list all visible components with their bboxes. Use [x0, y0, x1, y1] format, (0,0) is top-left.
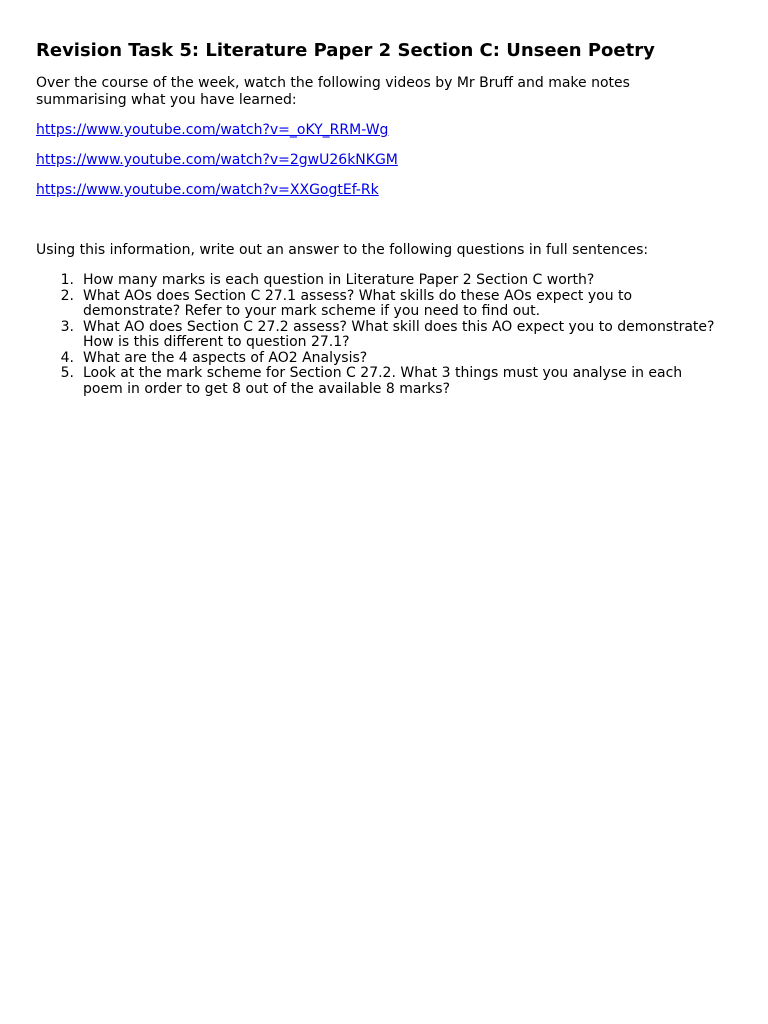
- question-text: What AOs does Section C 27.1 assess? What skills do these AOs expect you to: [83, 287, 633, 304]
- intro-line: Over the course of the week, watch the following videos by Mr Bruff and make notes: [36, 75, 630, 91]
- question-item: [36, 289, 736, 320]
- intro-paragraph: [36, 75, 696, 109]
- question-number: 3.: [60, 318, 74, 335]
- question-text: What are the 4 aspects of AO2 Analysis?: [83, 349, 368, 366]
- question-text: How is this different to question 27.1?: [83, 334, 350, 350]
- question-item: [36, 320, 736, 351]
- video-link-3[interactable]: https://www.youtube.com/watch?v=XXGogtEf-Rk: [36, 182, 379, 198]
- question-text: demonstrate? Refer to your mark scheme if you need to find out.: [83, 303, 541, 319]
- question-item: [36, 273, 736, 289]
- video-link-2[interactable]: https://www.youtube.com/watch?v=2gwU26kNKGM: [36, 152, 398, 168]
- question-item: [36, 351, 736, 367]
- instruction-text: Using this information, write out an answer to the following questions in full sentences:: [36, 242, 649, 258]
- question-list: [36, 273, 736, 397]
- question-text: poem in order to get 8 out of the available 8 marks?: [83, 380, 451, 397]
- question-number: 1.: [60, 272, 74, 288]
- question-number: 5.: [60, 365, 74, 381]
- question-text: How many marks is each question in Literature Paper 2 Section C worth?: [83, 272, 595, 288]
- intro-line: summarising what you have learned:: [36, 92, 297, 108]
- question-number: 2.: [60, 287, 74, 304]
- question-number: 4.: [60, 349, 74, 366]
- document-title: Revision Task 5: Literature Paper 2 Section C: Unseen Poetry: [36, 40, 655, 61]
- video-link-1[interactable]: https://www.youtube.com/watch?v=_oKY_RRM-Wg: [36, 122, 389, 138]
- question-item: [36, 366, 736, 397]
- question-text: What AO does Section C 27.2 assess? What skill does this AO expect you to demonstrate?: [83, 318, 715, 335]
- question-text: Look at the mark scheme for Section C 27.2. What 3 things must you analyse in each: [83, 365, 683, 381]
